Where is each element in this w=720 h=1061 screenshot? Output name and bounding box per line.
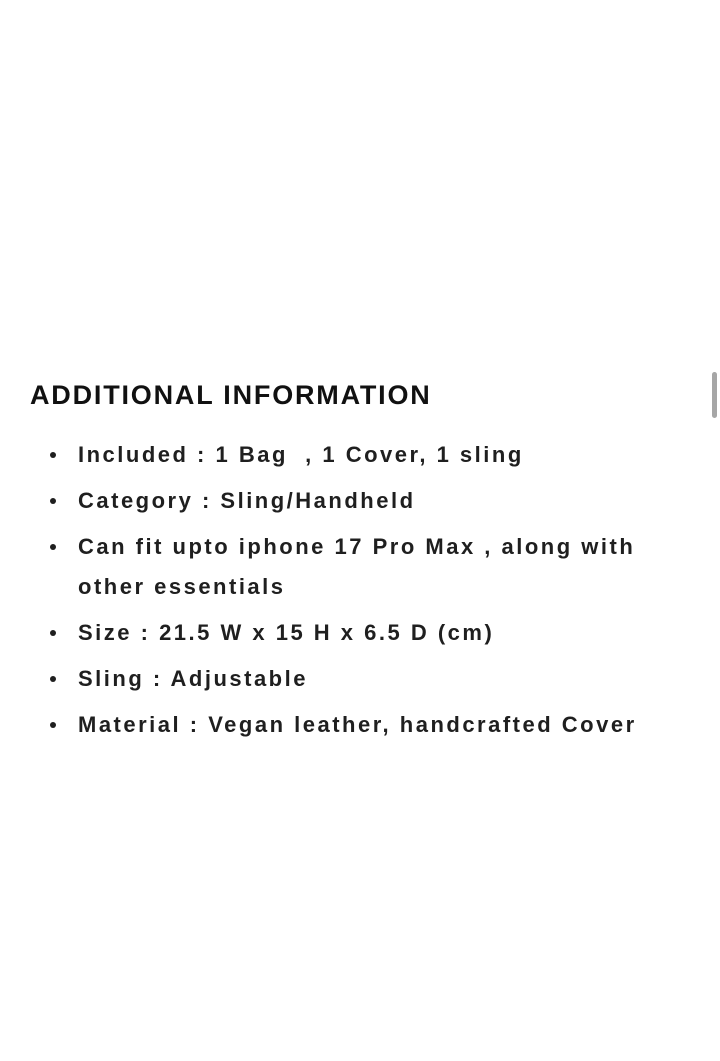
bullet-icon (50, 659, 78, 699)
list-item-text: Sling : Adjustable (78, 666, 308, 691)
list-item (30, 527, 690, 607)
list-item-text: Category : Sling/Handheld (78, 488, 416, 513)
section-title: ADDITIONAL INFORMATION (30, 380, 432, 410)
list-item-text: Material : Vegan leather, handcrafted Cover (78, 712, 637, 737)
bullet-icon (50, 435, 78, 475)
scrollbar-track[interactable] (711, 0, 720, 1061)
list-item-text: Included : 1 Bag , 1 Cover, 1 sling (78, 442, 524, 467)
list-item-text: Size : 21.5 W x 15 H x 6.5 D (cm) (78, 620, 495, 645)
list-item (30, 705, 690, 745)
info-list (30, 435, 690, 745)
list-item-text: Can fit upto iphone 17 Pro Max , along with other essentials (78, 534, 644, 599)
bullet-icon (50, 613, 78, 653)
list-item (30, 435, 690, 475)
bullet-icon (50, 527, 78, 567)
list-item (30, 613, 690, 653)
scrollbar-thumb[interactable] (712, 372, 717, 418)
bullet-icon (50, 705, 78, 745)
bullet-icon (50, 481, 78, 521)
list-item (30, 481, 690, 521)
list-item (30, 659, 690, 699)
